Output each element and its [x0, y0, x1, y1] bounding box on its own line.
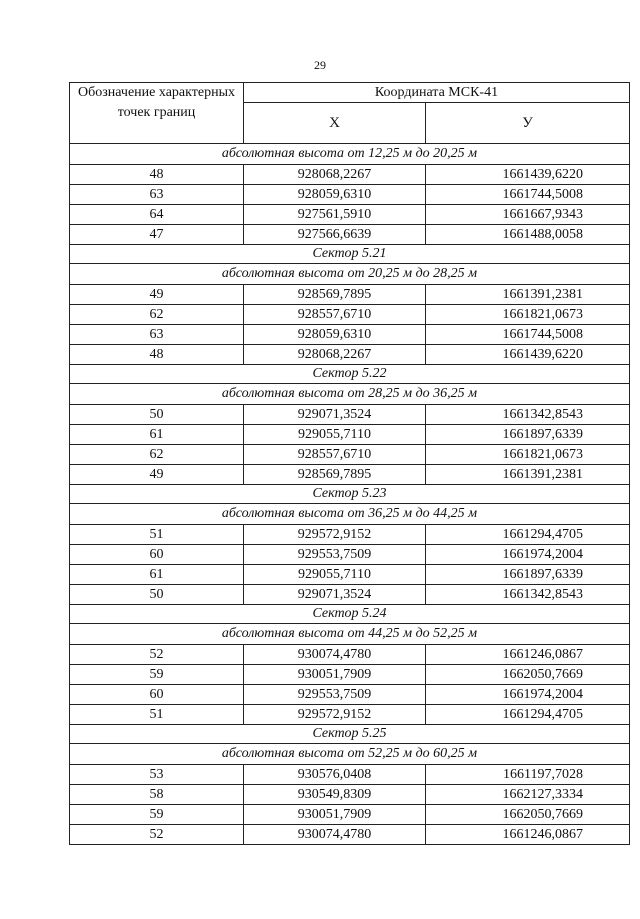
- x-coordinate-cell: 929071,3524: [244, 585, 426, 605]
- x-coordinate-cell: 929553,7509: [244, 545, 426, 565]
- point-id-cell: 50: [70, 585, 244, 605]
- y-coordinate-cell: 1661197,7028: [426, 765, 630, 785]
- altitude-range: абсолютная высота от 44,25 м до 52,25 м: [70, 624, 630, 645]
- table-row: [70, 445, 630, 465]
- sector-heading: Сектор 5.24: [70, 605, 630, 624]
- point-id-cell: 51: [70, 525, 244, 545]
- page-number: 29: [314, 58, 326, 72]
- point-id-cell: 59: [70, 805, 244, 825]
- point-id-cell: 63: [70, 325, 244, 345]
- y-coordinate-cell: 1662127,3334: [426, 785, 630, 805]
- point-id-cell: 61: [70, 425, 244, 445]
- coordinates-table: [69, 82, 630, 845]
- y-coordinate-cell: 1661744,5008: [426, 185, 630, 205]
- point-id-cell: 62: [70, 305, 244, 325]
- y-coordinate-cell: 1661391,2381: [426, 285, 630, 305]
- y-coordinate-cell: 1661246,0867: [426, 825, 630, 845]
- sector-heading-row: [70, 725, 630, 744]
- table-row: [70, 425, 630, 445]
- x-coordinate-cell: 927566,6639: [244, 225, 426, 245]
- altitude-range: абсолютная высота от 20,25 м до 28,25 м: [70, 264, 630, 285]
- y-coordinate-cell: 1661897,6339: [426, 565, 630, 585]
- table-row: [70, 565, 630, 585]
- header-coordinate-system: Координата МСК-41: [244, 83, 630, 103]
- point-id-cell: 53: [70, 765, 244, 785]
- x-coordinate-cell: 929553,7509: [244, 685, 426, 705]
- point-id-cell: 48: [70, 165, 244, 185]
- table-row: [70, 825, 630, 845]
- table-row: [70, 665, 630, 685]
- altitude-range: абсолютная высота от 28,25 м до 36,25 м: [70, 384, 630, 405]
- x-coordinate-cell: 929055,7110: [244, 425, 426, 445]
- table-row: [70, 705, 630, 725]
- point-id-cell: 49: [70, 285, 244, 305]
- y-coordinate-cell: 1661974,2004: [426, 545, 630, 565]
- table-row: [70, 165, 630, 185]
- y-coordinate-cell: 1661821,0673: [426, 445, 630, 465]
- sector-heading-row: [70, 365, 630, 384]
- x-coordinate-cell: 928569,7895: [244, 465, 426, 485]
- point-id-cell: 47: [70, 225, 244, 245]
- y-coordinate-cell: 1661488,0058: [426, 225, 630, 245]
- sector-heading-row: [70, 605, 630, 624]
- x-coordinate-cell: 930549,8309: [244, 785, 426, 805]
- x-coordinate-cell: 930074,4780: [244, 645, 426, 665]
- y-coordinate-cell: 1661391,2381: [426, 465, 630, 485]
- x-coordinate-cell: 930074,4780: [244, 825, 426, 845]
- x-coordinate-cell: 928068,2267: [244, 345, 426, 365]
- altitude-range-row: [70, 144, 630, 165]
- table-row: [70, 785, 630, 805]
- y-coordinate-cell: 1661439,6220: [426, 345, 630, 365]
- point-id-cell: 50: [70, 405, 244, 425]
- table-row: [70, 545, 630, 565]
- header-x: X: [244, 103, 426, 144]
- table-row: [70, 585, 630, 605]
- table-body: [70, 144, 630, 845]
- table-header: [70, 83, 630, 144]
- sector-heading-row: [70, 245, 630, 264]
- table-row: [70, 225, 630, 245]
- altitude-range: абсолютная высота от 52,25 м до 60,25 м: [70, 744, 630, 765]
- y-coordinate-cell: 1661897,6339: [426, 425, 630, 445]
- table-row: [70, 645, 630, 665]
- point-id-cell: 60: [70, 545, 244, 565]
- table-row: [70, 805, 630, 825]
- y-coordinate-cell: 1661439,6220: [426, 165, 630, 185]
- x-coordinate-cell: 928068,2267: [244, 165, 426, 185]
- table-row: [70, 685, 630, 705]
- point-id-cell: 52: [70, 825, 244, 845]
- sector-heading: Сектор 5.21: [70, 245, 630, 264]
- altitude-range-row: [70, 744, 630, 765]
- altitude-range-row: [70, 624, 630, 645]
- table-row: [70, 345, 630, 365]
- sector-heading: Сектор 5.22: [70, 365, 630, 384]
- point-id-cell: 64: [70, 205, 244, 225]
- sector-heading: Сектор 5.25: [70, 725, 630, 744]
- altitude-range: абсолютная высота от 12,25 м до 20,25 м: [70, 144, 630, 165]
- point-id-cell: 62: [70, 445, 244, 465]
- altitude-range-row: [70, 384, 630, 405]
- y-coordinate-cell: 1661342,8543: [426, 405, 630, 425]
- table-row: [70, 325, 630, 345]
- x-coordinate-cell: 928059,6310: [244, 185, 426, 205]
- y-coordinate-cell: 1661246,0867: [426, 645, 630, 665]
- point-id-cell: 58: [70, 785, 244, 805]
- point-id-cell: 59: [70, 665, 244, 685]
- y-coordinate-cell: 1661294,4705: [426, 705, 630, 725]
- x-coordinate-cell: 928059,6310: [244, 325, 426, 345]
- x-coordinate-cell: 929055,7110: [244, 565, 426, 585]
- point-id-cell: 48: [70, 345, 244, 365]
- table-row: [70, 285, 630, 305]
- table-row: [70, 525, 630, 545]
- point-id-cell: 52: [70, 645, 244, 665]
- header-y: У: [426, 103, 630, 144]
- point-id-cell: 60: [70, 685, 244, 705]
- y-coordinate-cell: 1661744,5008: [426, 325, 630, 345]
- x-coordinate-cell: 929071,3524: [244, 405, 426, 425]
- x-coordinate-cell: 927561,5910: [244, 205, 426, 225]
- table-row: [70, 205, 630, 225]
- sector-heading-row: [70, 485, 630, 504]
- table-row: [70, 305, 630, 325]
- sector-heading: Сектор 5.23: [70, 485, 630, 504]
- table-row: [70, 405, 630, 425]
- x-coordinate-cell: 928557,6710: [244, 305, 426, 325]
- y-coordinate-cell: 1662050,7669: [426, 805, 630, 825]
- x-coordinate-cell: 929572,9152: [244, 705, 426, 725]
- x-coordinate-cell: 928557,6710: [244, 445, 426, 465]
- altitude-range: абсолютная высота от 36,25 м до 44,25 м: [70, 504, 630, 525]
- table-row: [70, 185, 630, 205]
- x-coordinate-cell: 930051,7909: [244, 665, 426, 685]
- point-id-cell: 63: [70, 185, 244, 205]
- header-points-label: Обозначение характерных точек границ: [70, 83, 244, 144]
- altitude-range-row: [70, 504, 630, 525]
- y-coordinate-cell: 1661342,8543: [426, 585, 630, 605]
- x-coordinate-cell: 930051,7909: [244, 805, 426, 825]
- x-coordinate-cell: 928569,7895: [244, 285, 426, 305]
- y-coordinate-cell: 1661821,0673: [426, 305, 630, 325]
- y-coordinate-cell: 1661974,2004: [426, 685, 630, 705]
- y-coordinate-cell: 1662050,7669: [426, 665, 630, 685]
- altitude-range-row: [70, 264, 630, 285]
- y-coordinate-cell: 1661294,4705: [426, 525, 630, 545]
- y-coordinate-cell: 1661667,9343: [426, 205, 630, 225]
- table-row: [70, 765, 630, 785]
- point-id-cell: 51: [70, 705, 244, 725]
- table-row: [70, 465, 630, 485]
- x-coordinate-cell: 929572,9152: [244, 525, 426, 545]
- point-id-cell: 61: [70, 565, 244, 585]
- x-coordinate-cell: 930576,0408: [244, 765, 426, 785]
- point-id-cell: 49: [70, 465, 244, 485]
